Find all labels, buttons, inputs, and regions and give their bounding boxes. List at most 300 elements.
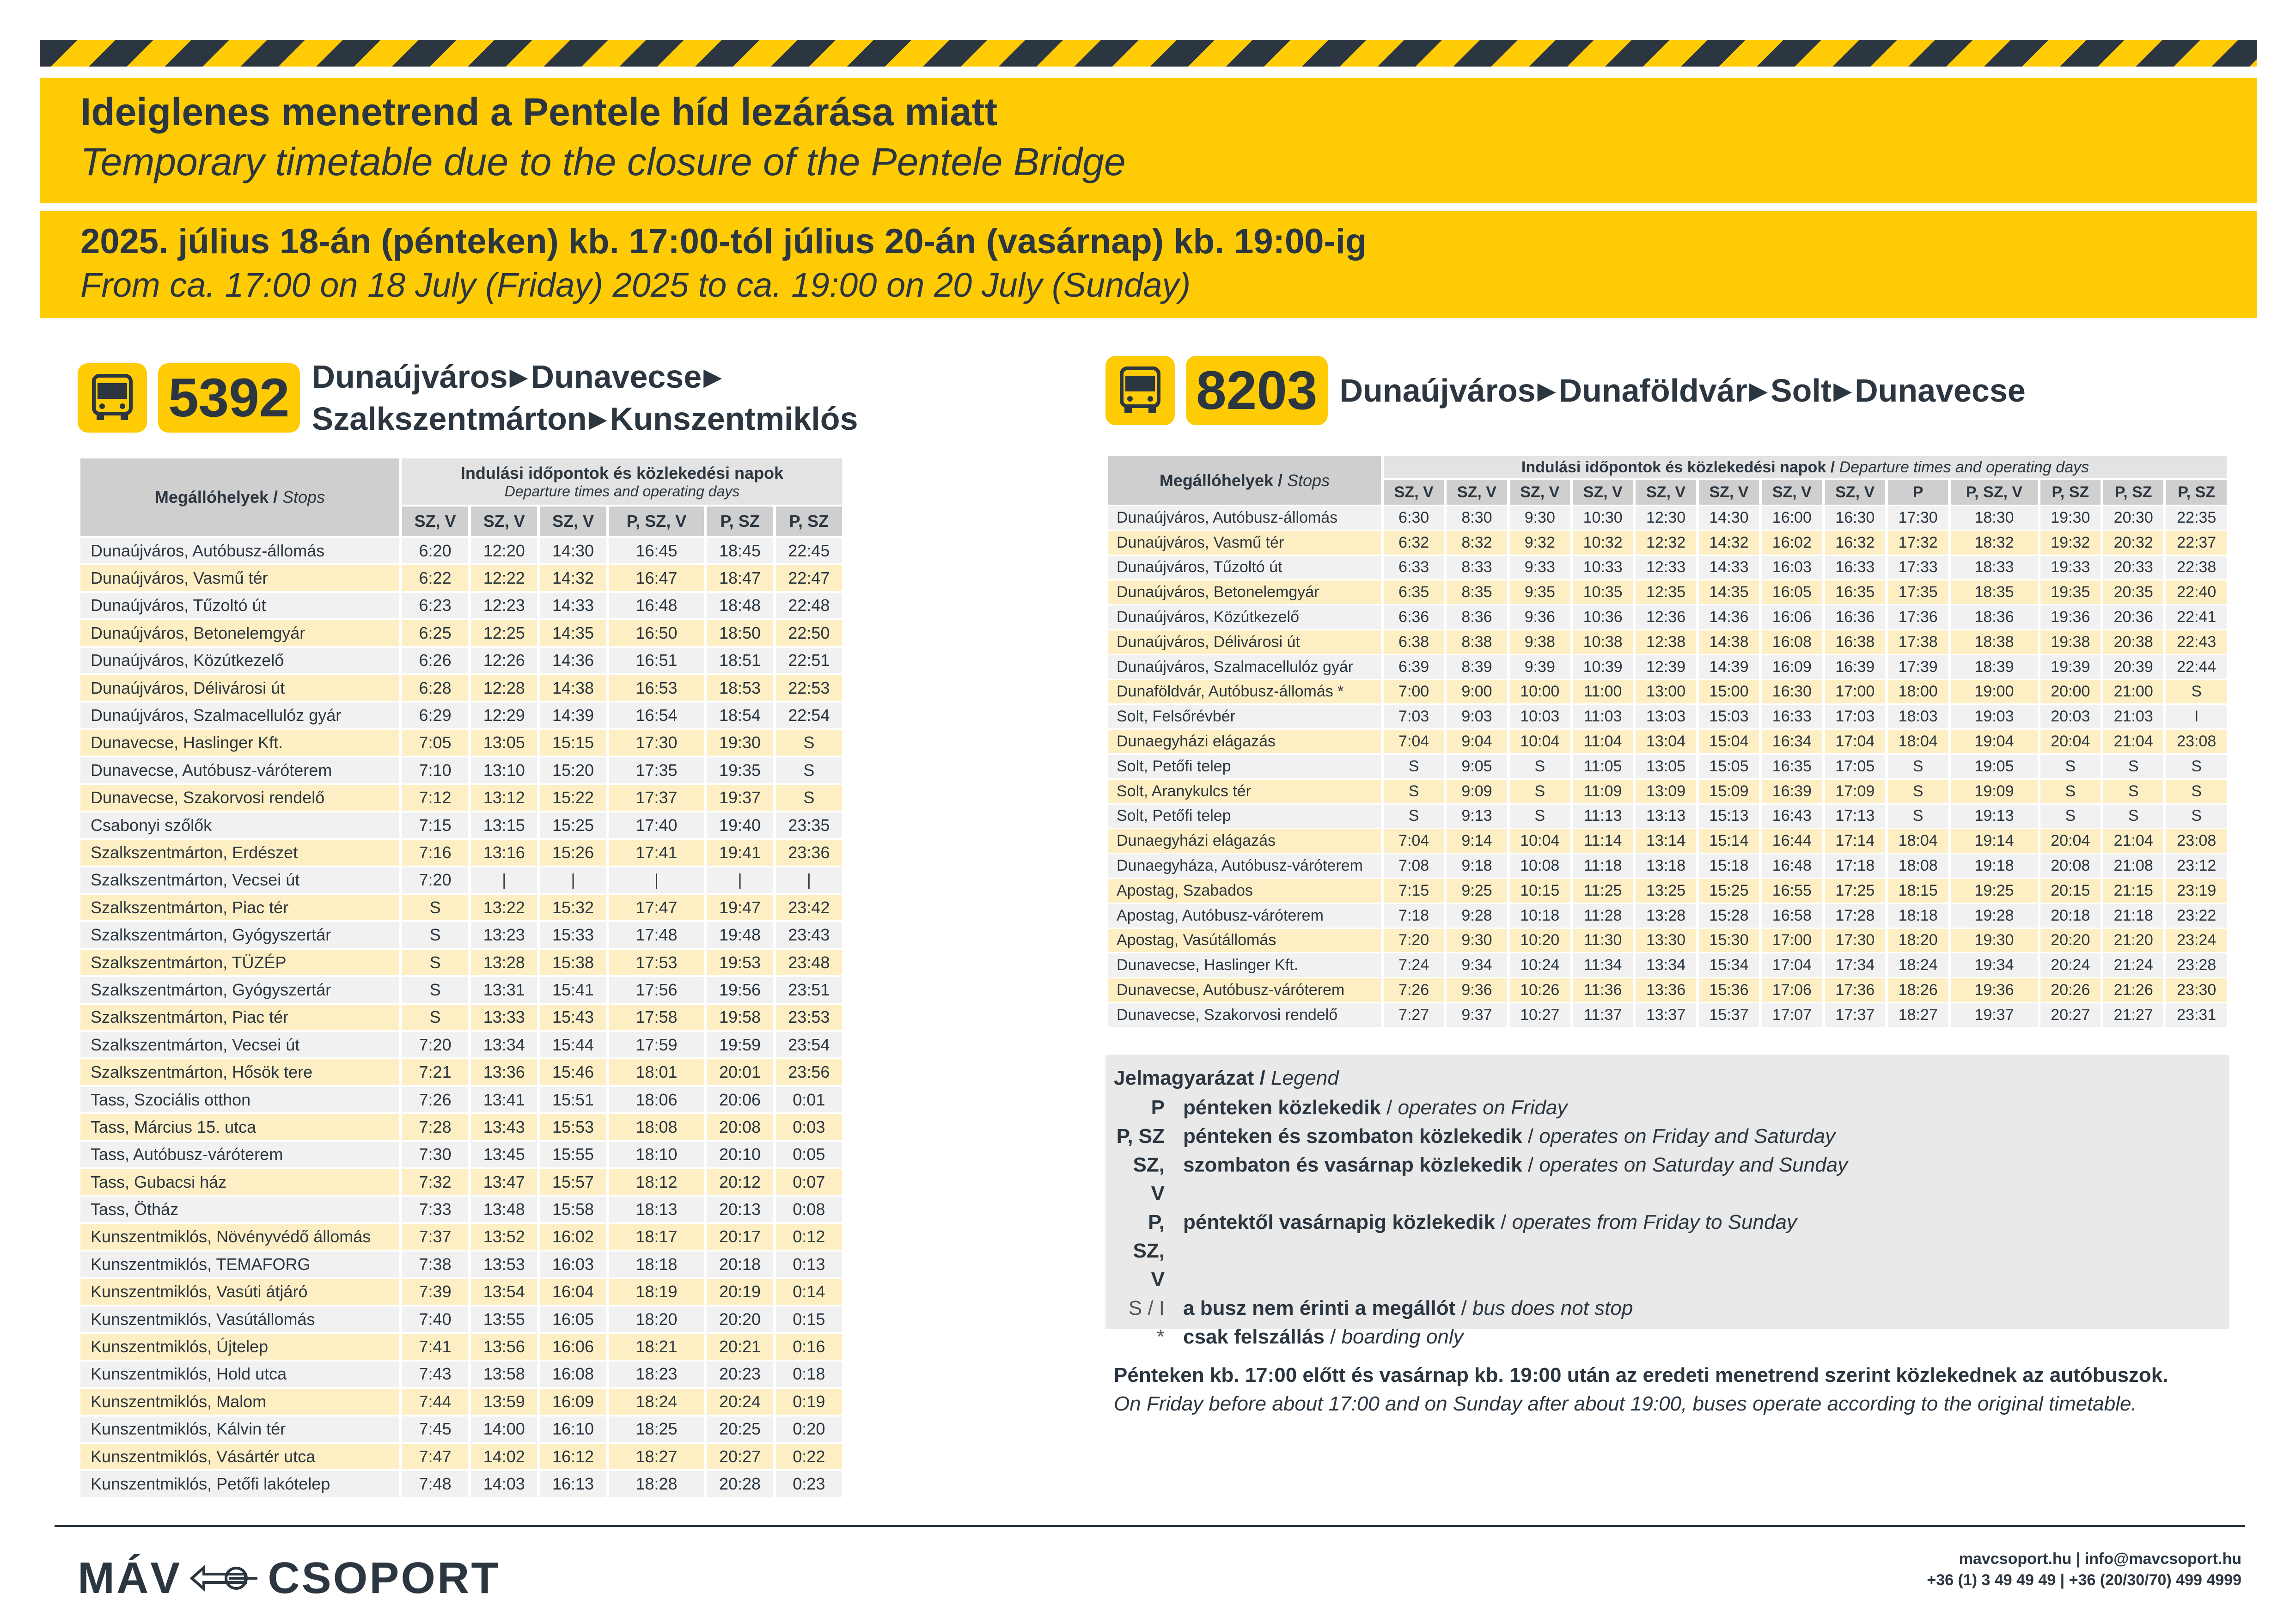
departure-time: 18:27 (1888, 1003, 1948, 1027)
departure-time: 10:36 (1573, 605, 1633, 629)
departure-time: 8:35 (1447, 580, 1507, 604)
stop-name: Dunaegyházi elágazás (1108, 730, 1381, 753)
table-row (80, 1169, 842, 1195)
departure-time: 10:04 (1510, 730, 1570, 753)
stops-header-label-en: Stops (282, 488, 325, 507)
departure-time: 0:08 (776, 1197, 842, 1222)
departure-time: 13:16 (471, 840, 537, 865)
stop-name: Dunaújváros, Közútkezelő (80, 648, 399, 673)
departure-time: 15:00 (1699, 680, 1759, 704)
departure-time: 17:40 (609, 812, 704, 838)
departure-time: 7:20 (1384, 929, 1444, 952)
departure-time: 15:15 (540, 730, 606, 756)
table-row (80, 867, 842, 893)
departure-time: 21:08 (2103, 854, 2163, 878)
departure-time: 20:06 (707, 1087, 773, 1112)
departure-time: 9:00 (1447, 680, 1507, 704)
departure-time: 17:38 (1888, 630, 1948, 654)
legend-item (1114, 1151, 2229, 1208)
departure-time: 19:18 (1951, 854, 2037, 878)
legend-code: P, SZ (1116, 1125, 1165, 1148)
departure-time: 6:38 (1384, 630, 1444, 654)
departure-time: 11:25 (1573, 879, 1633, 903)
departure-time: 14:33 (1699, 556, 1759, 580)
departure-time: 21:00 (2103, 680, 2163, 704)
route-stop: Dunaföldvár (1558, 372, 1747, 409)
departure-time: 9:33 (1510, 556, 1570, 580)
departure-time: 19:39 (2040, 655, 2101, 679)
departure-time: 21:04 (2103, 730, 2163, 753)
departure-time: 17:00 (1825, 680, 1885, 704)
departure-time: 22:48 (776, 593, 842, 618)
departure-time: 14:33 (540, 593, 606, 618)
departure-time: 16:48 (609, 593, 704, 618)
departure-time: 17:14 (1825, 829, 1885, 853)
departure-time: 16:08 (1762, 630, 1822, 654)
departures-header-label: Indulási időpontok és közlekedési napok (1521, 458, 1826, 476)
title-band (40, 78, 2257, 203)
departure-time: 20:03 (2040, 705, 2101, 728)
departure-time: 15:20 (540, 757, 606, 783)
departure-time: 6:39 (1384, 655, 1444, 679)
departure-time: 16:06 (1762, 605, 1822, 629)
departure-time: 9:28 (1447, 904, 1507, 928)
legend-note: Pénteken kb. 17:00 előtt és vasárnap kb. 19:00 után az eredeti menetrend szerint közlekednek az autóbuszok. (1114, 1364, 2168, 1386)
departure-time: 16:09 (540, 1389, 606, 1414)
departure-time: 7:45 (402, 1416, 468, 1442)
departure-time: 17:35 (609, 757, 704, 783)
departure-time: 22:35 (2166, 506, 2227, 530)
departure-time: 6:22 (402, 565, 468, 591)
table-row (1108, 730, 2227, 753)
departure-time: 7:04 (1384, 730, 1444, 753)
departure-time: S (776, 730, 842, 756)
departure-time: 20:08 (2040, 854, 2101, 878)
departure-time: 17:36 (1825, 978, 1885, 1002)
stop-name: Dunavecse, Autóbusz-váróterem (80, 757, 399, 783)
departure-time: 19:32 (2040, 531, 2101, 555)
departure-time: 23:31 (2166, 1003, 2227, 1027)
departure-time: 10:30 (1573, 506, 1633, 530)
departure-time: 9:04 (1447, 730, 1507, 753)
departure-time: 17:18 (1825, 854, 1885, 878)
departure-time: 10:24 (1510, 953, 1570, 977)
departure-time: 18:39 (1951, 655, 2037, 679)
departure-time: 16:02 (1762, 531, 1822, 555)
departure-time: 7:38 (402, 1252, 468, 1277)
departure-time: 13:30 (1636, 929, 1696, 952)
departure-time: 7:37 (402, 1224, 468, 1250)
departure-time: 15:03 (1699, 705, 1759, 728)
departure-time: 12:26 (471, 648, 537, 673)
table-row (1108, 854, 2227, 878)
departure-time: S (2166, 680, 2227, 704)
departure-time: 9:09 (1447, 780, 1507, 803)
departure-time: 17:35 (1888, 580, 1948, 604)
departure-time: 8:39 (1447, 655, 1507, 679)
stop-name: Szalkszentmárton, Gyógyszertár (80, 977, 399, 1002)
departure-time: 12:32 (1636, 531, 1696, 555)
stop-name: Dunaújváros, Szalmacellulóz gyár (1108, 655, 1381, 679)
departure-time: 19:30 (707, 730, 773, 756)
departure-time: 0:20 (776, 1416, 842, 1442)
departure-time: 23:36 (776, 840, 842, 865)
departure-time: 9:18 (1447, 854, 1507, 878)
departure-time: 10:08 (1510, 854, 1570, 878)
departure-time: 10:35 (1573, 580, 1633, 604)
stop-name: Szalkszentmárton, Piac tér (80, 895, 399, 920)
departure-time: 18:06 (609, 1087, 704, 1112)
departure-time: 11:37 (1573, 1003, 1633, 1027)
departure-time: 18:47 (707, 565, 773, 591)
departure-time: 23:53 (776, 1005, 842, 1030)
legend-description-en: boarding only (1341, 1325, 1464, 1348)
departure-time: 15:43 (540, 1005, 606, 1030)
departure-time: 9:13 (1447, 805, 1507, 828)
legend-description: pénteken és szombaton közlekedik / operates on Friday and Saturday (1183, 1125, 1836, 1148)
departure-time: 10:39 (1573, 655, 1633, 679)
departure-time: 13:54 (471, 1279, 537, 1305)
departure-time: 13:41 (471, 1087, 537, 1112)
stop-name: Kunszentmiklós, Újtelep (80, 1334, 399, 1359)
departure-time: 23:56 (776, 1059, 842, 1085)
departure-time: 13:45 (471, 1142, 537, 1167)
departure-time: 12:22 (471, 565, 537, 591)
departure-time: 9:32 (1510, 531, 1570, 555)
departure-time: 18:24 (609, 1389, 704, 1414)
departure-time: 23:22 (2166, 904, 2227, 928)
departure-time: S (2166, 805, 2227, 828)
timetable-5392 (78, 457, 845, 1499)
departure-time: S (2103, 805, 2163, 828)
departure-time: 16:35 (1825, 580, 1885, 604)
departure-time: 13:13 (1636, 805, 1696, 828)
departure-time: 7:26 (402, 1087, 468, 1112)
stop-name: Szalkszentmárton, Vecsei út (80, 1032, 399, 1057)
departure-time: 20:35 (2103, 580, 2163, 604)
departure-time: 17:39 (1888, 655, 1948, 679)
departure-time: 23:54 (776, 1032, 842, 1057)
departure-time: 16:33 (1762, 705, 1822, 728)
departure-time: 14:39 (540, 702, 606, 728)
departure-time: 18:24 (1888, 953, 1948, 977)
departure-time: 14:02 (471, 1444, 537, 1469)
stop-name: Apostag, Autóbusz-váróterem (1108, 904, 1381, 928)
stop-name: Tass, Autóbusz-váróterem (80, 1142, 399, 1167)
departure-time: 8:33 (1447, 556, 1507, 580)
departure-time: 13:05 (471, 730, 537, 756)
day-column-header: P, SZ (707, 507, 773, 536)
legend-description-en: operates on Friday and Saturday (1539, 1125, 1836, 1148)
departure-time: 19:04 (1951, 730, 2037, 753)
departure-time: 7:40 (402, 1307, 468, 1332)
day-column-header: P, SZ (2103, 480, 2163, 505)
departure-time: 19:09 (1951, 780, 2037, 803)
departure-time: 7:16 (402, 840, 468, 865)
table-row (80, 895, 842, 920)
departure-time: 16:03 (540, 1252, 606, 1277)
departure-time: 6:36 (1384, 605, 1444, 629)
departure-time: 9:38 (1510, 630, 1570, 654)
stop-name: Kunszentmiklós, Hold utca (80, 1361, 399, 1387)
departure-time: 17:30 (1825, 929, 1885, 952)
departure-time: 7:33 (402, 1197, 468, 1222)
departure-time: 21:03 (2103, 705, 2163, 728)
departure-time: 15:18 (1699, 854, 1759, 878)
departure-time: 16:51 (609, 648, 704, 673)
legend-description-hu: szombaton és vasárnap közlekedik (1183, 1154, 1522, 1176)
table-row (1108, 929, 2227, 952)
departure-time: 19:35 (707, 757, 773, 783)
validity-period-en: From ca. 17:00 on 18 July (Friday) 2025 to ca. 19:00 on 20 July (Sunday) (80, 266, 1191, 304)
departure-time: 17:53 (609, 950, 704, 975)
departure-time: 12:28 (471, 675, 537, 701)
table-row (80, 702, 842, 728)
stop-name: Tass, Március 15. utca (80, 1114, 399, 1140)
stop-name: Tass, Gubacsi ház (80, 1169, 399, 1195)
departure-time: 11:34 (1573, 953, 1633, 977)
table-row (1108, 780, 2227, 803)
departure-time: 19:37 (707, 785, 773, 811)
route-header-5392 (78, 356, 858, 440)
legend-code: S / I (1128, 1297, 1165, 1319)
departure-time: | (609, 867, 704, 893)
day-column-header: SZ, V (1636, 480, 1696, 505)
departure-time: 20:20 (707, 1307, 773, 1332)
departure-time: 16:48 (1762, 854, 1822, 878)
departure-time: 13:48 (471, 1197, 537, 1222)
stop-name: Dunaújváros, Szalmacellulóz gyár (80, 702, 399, 728)
route-path (1340, 370, 2026, 412)
departure-time: 19:34 (1951, 953, 2037, 977)
contact-web-email: mavcsoport.hu | info@mavcsoport.hu (1959, 1550, 2241, 1568)
departure-time: 0:12 (776, 1224, 842, 1250)
departures-header (402, 458, 842, 505)
arrow-right-icon: ▶ (588, 406, 607, 433)
stop-name: Solt, Felsőrévbér (1108, 705, 1381, 728)
stops-header-label-en: Stops (1287, 470, 1330, 490)
route-stop: Dunaújváros (311, 359, 508, 395)
departure-time: 6:25 (402, 620, 468, 646)
table-row (80, 1471, 842, 1496)
departure-time: 18:23 (609, 1361, 704, 1387)
legend-description-hu: a busz nem érinti a megállót (1183, 1297, 1456, 1319)
stop-name: Tass, Ötház (80, 1197, 399, 1222)
departure-time: S (2103, 780, 2163, 803)
departure-time: 11:05 (1573, 755, 1633, 778)
departure-time: 13:25 (1636, 879, 1696, 903)
departure-time: 19:47 (707, 895, 773, 920)
departure-time: 18:04 (1888, 730, 1948, 753)
logo-text-right: CSOPORT (268, 1553, 501, 1603)
stop-name: Dunavecse, Haslinger Kft. (80, 730, 399, 756)
departure-time: 16:30 (1825, 506, 1885, 530)
table-row (80, 757, 842, 783)
departure-time: 21:26 (2103, 978, 2163, 1002)
departure-time: 7:15 (402, 812, 468, 838)
table-row (80, 620, 842, 646)
departure-time: 20:39 (2103, 655, 2163, 679)
departure-time: 10:15 (1510, 879, 1570, 903)
departure-time: 11:36 (1573, 978, 1633, 1002)
table-row (80, 1114, 842, 1140)
stops-header-label: Megállóhelyek (154, 488, 269, 507)
departure-time: 22:38 (2166, 556, 2227, 580)
departure-time: 18:13 (609, 1197, 704, 1222)
stop-name: Dunaújváros, Autóbusz-állomás (1108, 506, 1381, 530)
table-row (1108, 655, 2227, 679)
departure-time: 17:41 (609, 840, 704, 865)
departure-time: 15:37 (1699, 1003, 1759, 1027)
departure-time: 9:35 (1510, 580, 1570, 604)
stop-name: Szalkszentmárton, Vecsei út (80, 867, 399, 893)
departure-time: 17:30 (1888, 506, 1948, 530)
departure-time: 21:18 (2103, 904, 2163, 928)
departures-header: Indulási időpontok és közlekedési napok / Departure times and operating days (1384, 456, 2227, 478)
table-row (80, 1032, 842, 1057)
departure-time: 19:38 (2040, 630, 2101, 654)
departure-time: 19:00 (1951, 680, 2037, 704)
stop-name: Kunszentmiklós, Petőfi lakótelep (80, 1471, 399, 1496)
page-title: Ideiglenes menetrend a Pentele híd lezárása miatt (80, 90, 998, 134)
departure-time: 15:38 (540, 950, 606, 975)
departure-time: 6:26 (402, 648, 468, 673)
departure-time: 11:18 (1573, 854, 1633, 878)
stop-name: Kunszentmiklós, TEMAFORG (80, 1252, 399, 1277)
departure-time: 20:33 (2103, 556, 2163, 580)
departure-time: 16:39 (1762, 780, 1822, 803)
departure-time: 11:28 (1573, 904, 1633, 928)
departure-time: 13:31 (471, 977, 537, 1002)
departure-time: 16:02 (540, 1224, 606, 1250)
departure-time: 0:19 (776, 1389, 842, 1414)
mav-logo (78, 1553, 500, 1604)
day-column-header: P, SZ, V (609, 507, 704, 536)
departure-time: S (402, 922, 468, 947)
departure-time: S (2040, 780, 2101, 803)
departure-time: 11:04 (1573, 730, 1633, 753)
departure-time: 0:14 (776, 1279, 842, 1305)
departure-time: 10:00 (1510, 680, 1570, 704)
stop-name: Szalkszentmárton, Erdészet (80, 840, 399, 865)
departure-time: 22:45 (776, 538, 842, 563)
departure-time: 20:13 (707, 1197, 773, 1222)
departure-time: 19:05 (1951, 755, 2037, 778)
departure-time: 10:20 (1510, 929, 1570, 952)
table-row (1108, 506, 2227, 530)
departure-time: 18:51 (707, 648, 773, 673)
departure-time: 14:00 (471, 1416, 537, 1442)
departure-time: 0:13 (776, 1252, 842, 1277)
departure-time: 12:39 (1636, 655, 1696, 679)
departure-time: 15:25 (1699, 879, 1759, 903)
table-row (80, 785, 842, 811)
departure-time: 16:06 (540, 1334, 606, 1359)
departure-time: 23:12 (2166, 854, 2227, 878)
departure-time: 12:30 (1636, 506, 1696, 530)
date-band (40, 211, 2257, 318)
departure-time: 19:25 (1951, 879, 2037, 903)
departure-time: 13:04 (1636, 730, 1696, 753)
arrow-right-icon: ▶ (1749, 377, 1768, 404)
logo-text-left: MÁV (78, 1553, 182, 1603)
departure-time: 9:34 (1447, 953, 1507, 977)
departure-time: 8:36 (1447, 605, 1507, 629)
departure-time: 18:33 (1951, 556, 2037, 580)
departure-time: 18:45 (707, 538, 773, 563)
departure-time: 23:24 (2166, 929, 2227, 952)
departure-time: S (776, 757, 842, 783)
day-column-header: P, SZ (776, 507, 842, 536)
departure-time: 13:58 (471, 1361, 537, 1387)
legend-description: péntektől vasárnapig közlekedik / operates from Friday to Sunday (1183, 1211, 1797, 1233)
departure-time: 14:35 (1699, 580, 1759, 604)
route-number: 8203 (1186, 356, 1328, 425)
table-row (80, 1307, 842, 1332)
departure-time: 8:32 (1447, 531, 1507, 555)
departure-time: 10:04 (1510, 829, 1570, 853)
contact-info (1927, 1548, 2241, 1591)
departure-time: 15:09 (1699, 780, 1759, 803)
route-stop: Solt (1770, 372, 1832, 409)
departure-time: 23:19 (2166, 879, 2227, 903)
departure-time: 16:47 (609, 565, 704, 591)
departure-time: 18:50 (707, 620, 773, 646)
route-stop: Dunavecse (531, 359, 702, 395)
stop-name: Dunaföldvár, Autóbusz-állomás * (1108, 680, 1381, 704)
table-row (80, 922, 842, 947)
departure-time: 17:04 (1762, 953, 1822, 977)
departure-time: 15:41 (540, 977, 606, 1002)
departure-time: 18:04 (1888, 829, 1948, 853)
departure-time: 15:53 (540, 1114, 606, 1140)
departure-time: 15:14 (1699, 829, 1759, 853)
legend-code: P, SZ, V (1133, 1211, 1165, 1291)
route-stop: Szalkszentmárton (311, 401, 587, 437)
departure-time: 14:38 (1699, 630, 1759, 654)
stop-name: Apostag, Szabados (1108, 879, 1381, 903)
departure-time: 0:22 (776, 1444, 842, 1469)
departure-time: 18:18 (1888, 904, 1948, 928)
departure-time: 22:43 (2166, 630, 2227, 654)
table-row (1108, 879, 2227, 903)
departure-time: 16:32 (1825, 531, 1885, 555)
departure-time: 20:10 (707, 1142, 773, 1167)
departure-time: 18:03 (1888, 705, 1948, 728)
legend-item (1114, 1093, 2229, 1122)
departure-time: 7:41 (402, 1334, 468, 1359)
departure-time: 7:20 (402, 867, 468, 893)
departure-time: 17:05 (1825, 755, 1885, 778)
stop-name: Dunaegyháza, Autóbusz-váróterem (1108, 854, 1381, 878)
stop-name: Dunaújváros, Autóbusz-állomás (80, 538, 399, 563)
departure-time: 17:30 (609, 730, 704, 756)
departure-time: S (1510, 780, 1570, 803)
departure-time: 7:12 (402, 785, 468, 811)
departure-time: 6:29 (402, 702, 468, 728)
departure-time: 15:57 (540, 1169, 606, 1195)
legend-description-en: operates on Friday (1398, 1096, 1568, 1119)
departure-time: 13:33 (471, 1005, 537, 1030)
departure-time: 19:30 (2040, 506, 2101, 530)
departure-time: 9:39 (1510, 655, 1570, 679)
table-row (1108, 531, 2227, 555)
stop-name: Apostag, Vasútállomás (1108, 929, 1381, 952)
departure-time: 6:28 (402, 675, 468, 701)
departure-time: 13:14 (1636, 829, 1696, 853)
departure-time: 14:35 (540, 620, 606, 646)
legend-description-hu: pénteken közlekedik (1183, 1096, 1381, 1119)
